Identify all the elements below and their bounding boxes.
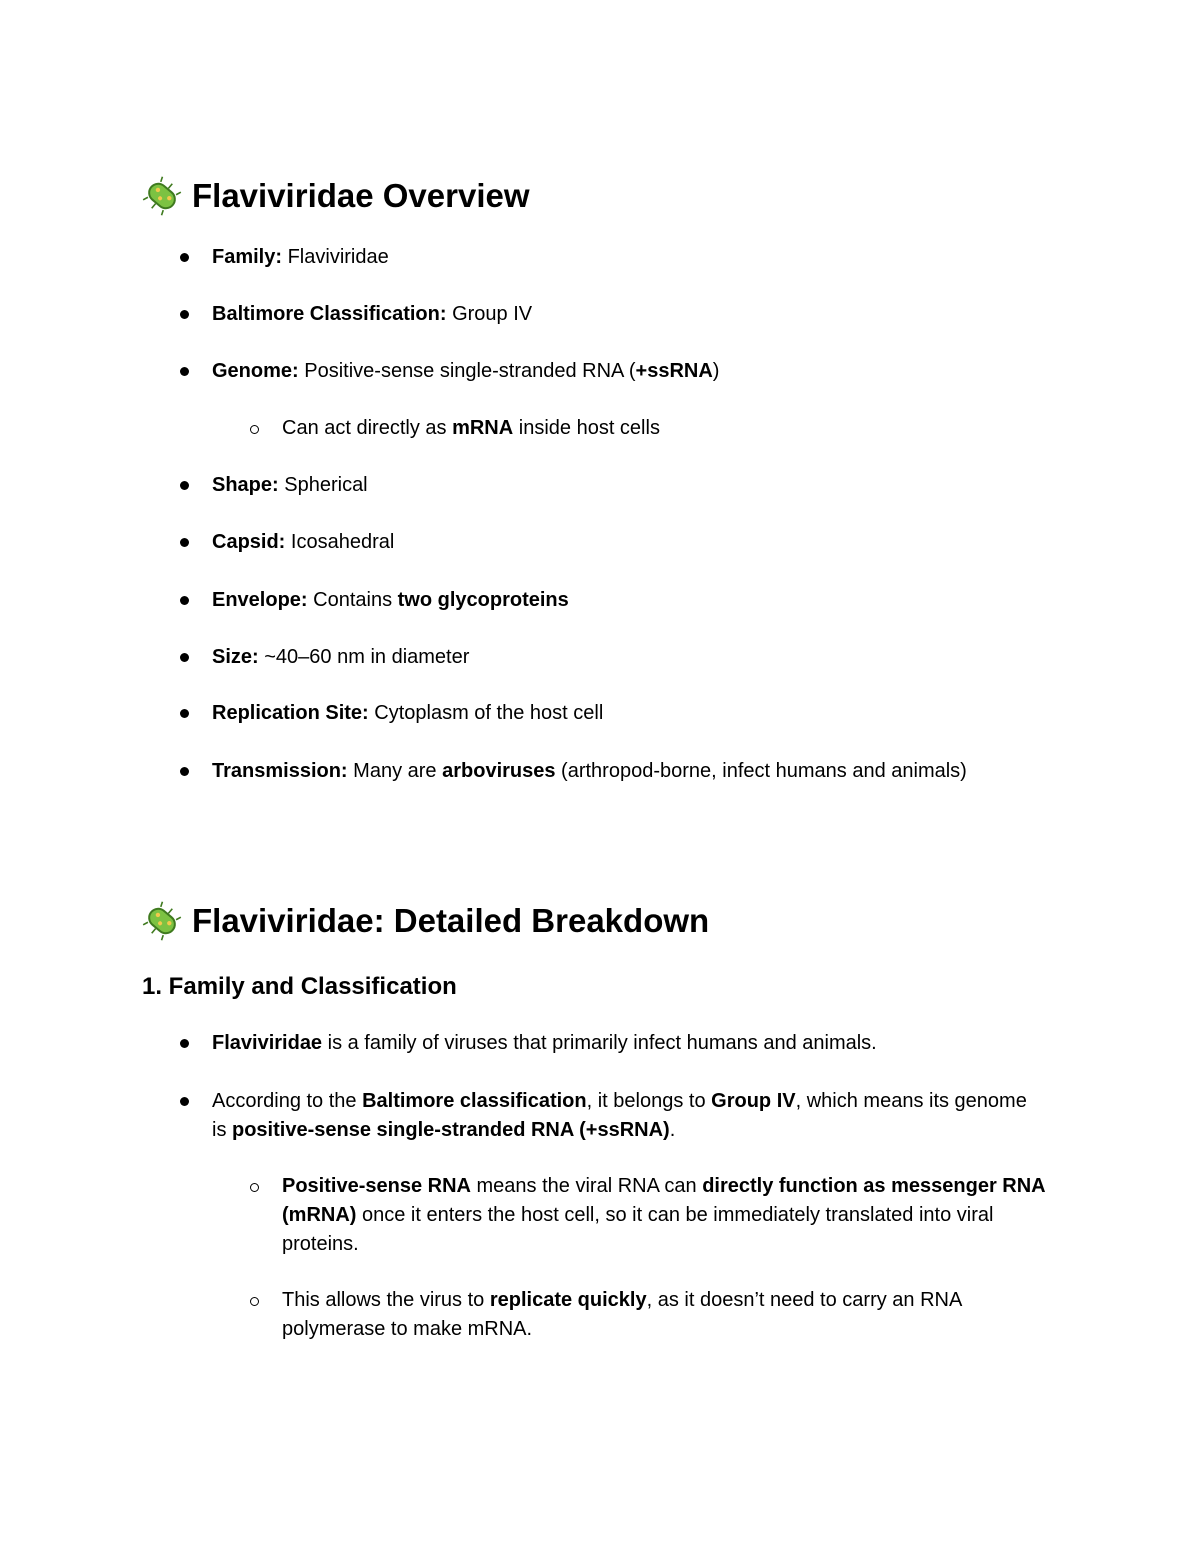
item-label: Family: [212,246,283,268]
item-bold: Group IV [711,1090,796,1112]
item-text: . [669,1119,676,1141]
item-text: According to the [212,1090,363,1112]
list-item [212,1029,877,1058]
bullet-icon [180,253,189,262]
bullet-icon [180,310,189,319]
item-text: , it belongs to [586,1090,712,1112]
item-bold: positive-sense single-stranded RNA (+ssRNA) [232,1119,670,1141]
bullet-icon [180,481,189,490]
item-text: Flaviviridae [287,246,389,268]
item-text: , as it doesn’t need to carry an RNA polymerase to make mRNA. [282,1289,962,1340]
item-bold: Positive-sense RNA [282,1175,471,1197]
item-label: Transmission: [212,760,348,782]
bullet-icon [180,1039,189,1048]
bullet-icon [180,538,189,547]
item-label: Envelope: [212,589,308,611]
item-bold: replicate quickly [489,1289,647,1311]
item-text: Cytoplasm of the host cell [374,702,604,724]
breakdown-heading [142,901,709,941]
item-text: Positive-sense single-stranded RNA ( [304,360,636,382]
item-label: Baltimore Classification: [212,303,447,325]
breakdown-title: Flaviviridae: Detailed Breakdown [192,902,710,939]
item-bold: +ssRNA [635,360,713,382]
item-label: Capsid: [212,531,286,553]
bullet-icon [180,767,189,776]
bullet-icon [180,1097,189,1106]
list-item [212,1087,1032,1145]
bullet-icon [180,596,189,605]
item-text: , which means its genome is [212,1090,1027,1141]
item-text: is a family of viruses that primarily infect humans and animals. [322,1032,877,1054]
list-item [212,357,719,386]
overview-heading [142,176,530,216]
bullet-icon [180,367,189,376]
sub-list-item [282,1286,1062,1344]
hollow-bullet-icon [250,425,259,434]
overview-title: Flaviviridae Overview [192,177,530,214]
hollow-bullet-icon [250,1183,259,1192]
item-label: Shape: [212,474,279,496]
sub-list-item [282,1172,1062,1259]
item-text: ) [712,360,720,382]
item-text: Contains [313,589,398,611]
item-text: (arthropod-borne, infect humans and animals) [555,760,967,782]
item-bold: Baltimore classification [362,1090,587,1112]
bullet-icon [180,709,189,718]
item-text: inside host cells [513,417,660,439]
item-text: Many are [353,760,443,782]
microbe-icon [142,901,182,941]
item-bold: directly function as messenger RNA (mRNA) [282,1175,1045,1226]
list-item [212,243,389,272]
item-text: once it enters the host cell, so it can be immediately translated into viral proteins. [282,1204,994,1255]
list-item [212,699,603,728]
list-item [212,471,368,500]
bullet-icon [180,653,189,662]
hollow-bullet-icon [250,1297,259,1306]
section-title: 1. Family and Classification [142,973,457,1000]
item-bold: mRNA [452,417,514,439]
item-label: Size: [212,646,259,668]
item-bold: Flaviviridae [212,1032,323,1054]
list-item [212,528,394,557]
list-item [212,757,967,786]
item-text: Spherical [284,474,368,496]
list-item [212,586,569,615]
item-bold: two glycoproteins [397,589,569,611]
item-text: Can act directly as [282,417,453,439]
item-label: Genome: [212,360,299,382]
item-text: This allows the virus to [282,1289,490,1311]
list-item [212,643,469,672]
list-item [212,300,532,329]
item-text: Group IV [452,303,533,325]
item-bold: arboviruses [442,760,556,782]
microbe-icon [142,176,182,216]
item-label: Replication Site: [212,702,369,724]
item-text: ~40–60 nm in diameter [264,646,470,668]
item-text: means the viral RNA can [470,1175,703,1197]
item-text: Icosahedral [290,531,395,553]
sub-list-item [282,414,660,443]
